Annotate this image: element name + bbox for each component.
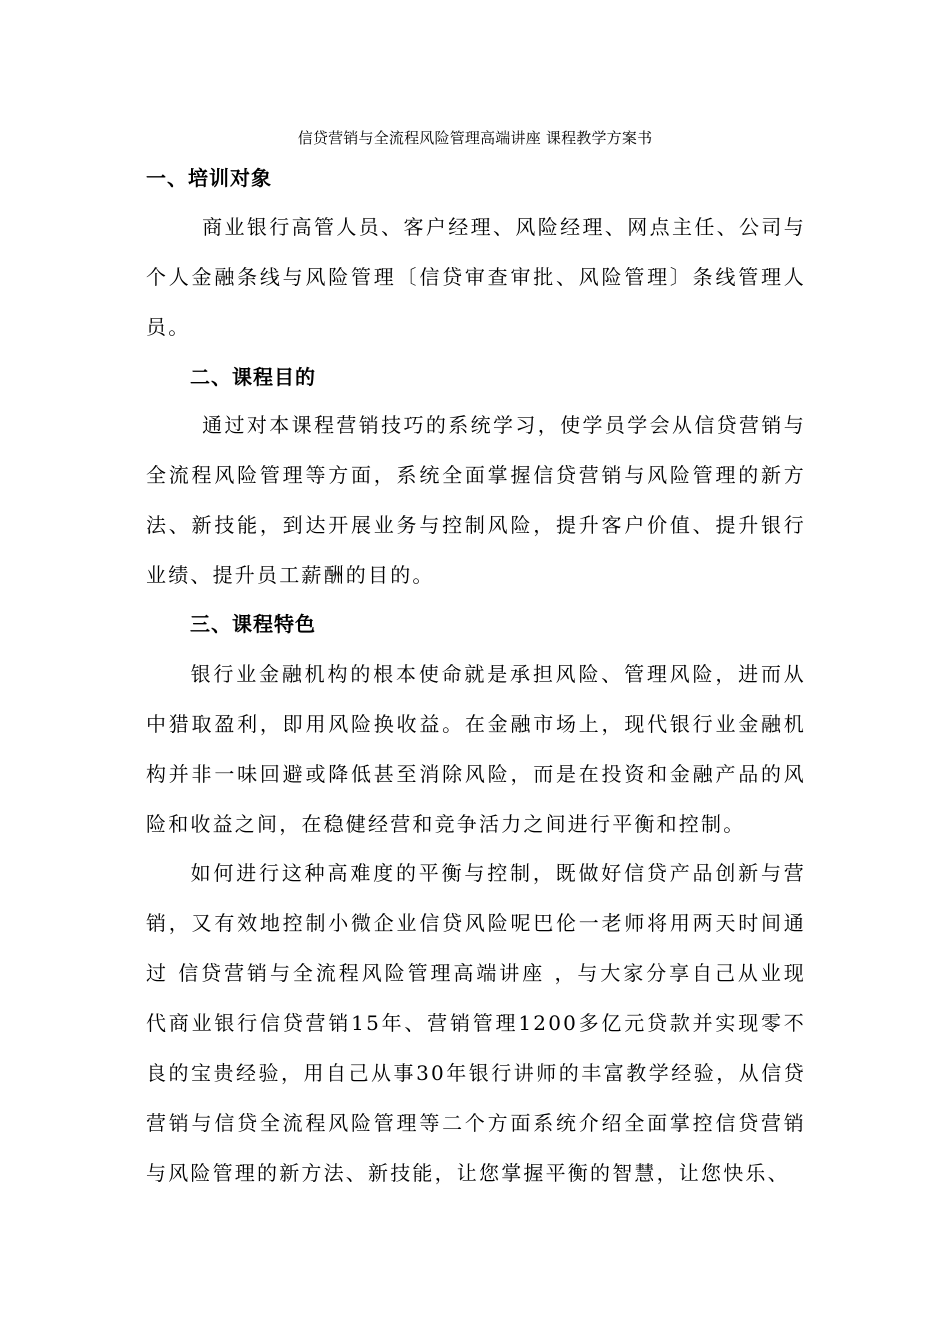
section-heading-training-target: 一、培训对象 xyxy=(146,166,272,190)
paragraph-text: 银行业金融机构的根本使命就是承担风险、管理风险，进而从中猎取盈利，即用风险换收益。在金融市场上，现代银行业金融机构并非一味回避或降低甚至消除风险，而是在投资和金融产品的风险和收益之间，在稳健经营和竞争活力之间进行平衡和控制。 xyxy=(146,662,806,836)
paragraph-text: 如何进行这种高难度的平衡与控制，既做好信贷产品创新与营销，又有效地控制小微企业信贷风险呢巴伦一老师将用两天时间通过 信贷营销与全流程风险管理高端讲座 ，与大家分享自己从业现代商业银行信贷营销15年、营销管理1200多亿元贷款并实现零不良的宝贵经验，用自己从事30年银行讲师的丰富教学经验，从信贷营销与信贷全流程风险管理等二个方面系统介绍全面掌控信贷营销与风险管理的新方法、新技能，让您掌握平衡的智慧，让您快乐、 xyxy=(146,861,806,1185)
section-heading-course-features: 三、课程特色 xyxy=(190,612,316,636)
section-paragraph xyxy=(146,848,806,1198)
section-paragraph xyxy=(146,202,806,352)
section-paragraph xyxy=(146,649,806,849)
section-heading-course-purpose: 二、课程目的 xyxy=(190,365,316,389)
section-paragraph xyxy=(146,400,806,600)
paragraph-text: 通过对本课程营销技巧的系统学习，使学员学会从信贷营销与全流程风险管理等方面，系统全面掌握信贷营销与风险管理的新方法、新技能，到达开展业务与控制风险，提升客户价值、提升银行业绩、提升员工薪酬的目的。 xyxy=(146,413,806,587)
paragraph-text: 商业银行高管人员、客户经理、风险经理、网点主任、公司与个人金融条线与风险管理〔信贷审查审批、风险管理〕条线管理人员。 xyxy=(146,215,806,339)
document-title: 信贷营销与全流程风险管理高端讲座 课程教学方案书 xyxy=(297,129,653,147)
